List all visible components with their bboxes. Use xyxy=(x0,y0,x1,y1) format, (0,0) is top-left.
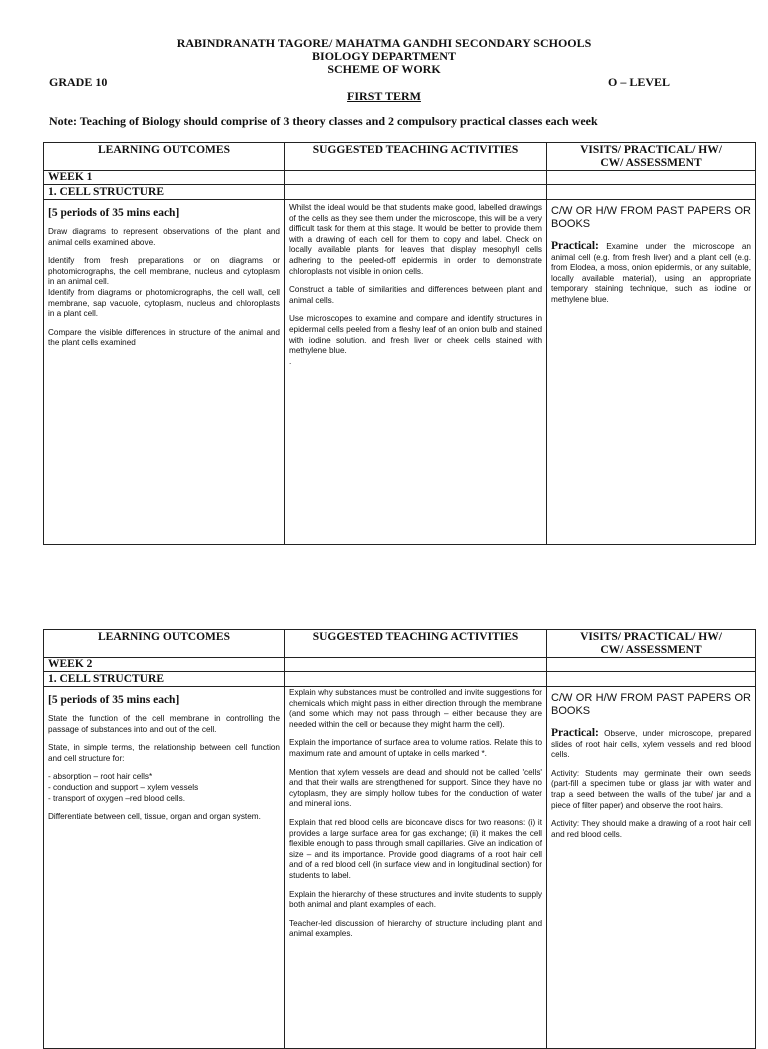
learning-outcomes-cell xyxy=(44,200,285,545)
practical-label: Practical: xyxy=(551,240,599,252)
activity-text: Construct a table of similarities and differences between plant and animal cells. xyxy=(289,285,542,305)
cw-hw-text: C/W OR H/W FROM PAST PAPERS OR BOOKS xyxy=(551,692,751,717)
col-header-activities: SUGGESTED TEACHING ACTIVITIES xyxy=(285,630,547,658)
week-label: WEEK 2 xyxy=(44,658,285,672)
activity-text: Explain the importance of surface area to volume ratios. Relate this to maximum rate and amount of uptake in cells marked *. xyxy=(289,738,542,758)
periods-label: [5 periods of 35 mins each] xyxy=(48,694,180,706)
term-title: FIRST TERM xyxy=(347,89,421,103)
topic-label: 1. CELL STRUCTURE xyxy=(44,672,285,687)
col-header-activities: SUGGESTED TEACHING ACTIVITIES xyxy=(285,143,547,171)
activity-text: Explain why substances must be controlled and invite suggestions for chemicals which might pass in either direction through the membrane (and some which may not pass through – either because they are needed within the cell or because they might harm the cell). xyxy=(289,688,542,729)
cw-hw-text: C/W OR H/W FROM PAST PAPERS OR BOOKS xyxy=(551,205,751,230)
activity-text: Teacher-led discussion of hierarchy of structure including plant and animal examples. xyxy=(289,918,542,939)
col-header-outcomes: LEARNING OUTCOMES xyxy=(44,143,285,171)
teaching-activities-cell xyxy=(285,687,547,1049)
topic-label: 1. CELL STRUCTURE xyxy=(44,185,285,200)
department-name: BIOLOGY DEPARTMENT xyxy=(312,49,456,63)
function-list xyxy=(48,772,280,804)
list-item: - transport of oxygen –red blood cells. xyxy=(48,793,185,803)
school-name: RABINDRANATH TAGORE/ MAHATMA GANDHI SECONDARY SCHOOLS xyxy=(176,36,592,50)
teaching-activities-cell xyxy=(285,200,547,545)
outcome-text: State, in simple terms, the relationship between cell function and cell structure for: xyxy=(48,743,280,763)
teaching-note: Note: Teaching of Biology should comprise of 3 theory classes and 2 compulsory practical classes each week xyxy=(49,114,598,128)
assessment-cell xyxy=(547,200,756,545)
periods-label: [5 periods of 35 mins each] xyxy=(48,207,180,219)
col-header-visits: VISITS/ PRACTICAL/ HW/ CW/ ASSESSMENT xyxy=(547,630,756,658)
activity-note: Activity: Students may germinate their own seeds (part-fill a specimen tube or glass jar with water and trap a seed between the walls of the tube/ jar and a piece of filter paper) and observe the root hairs. xyxy=(551,768,751,810)
outcome-text: Differentiate between cell, tissue, organ and organ system. xyxy=(48,812,261,822)
outcome-text: Compare the visible differences in structure of the animal and the plant cells examined xyxy=(48,327,280,348)
activity-text: Explain the hierarchy of these structures and invite students to supply both animal and plant examples of each. xyxy=(289,889,542,910)
grade-label: GRADE 10 xyxy=(49,75,108,89)
activity-note: Activity: They should make a drawing of a root hair cell and red blood cells. xyxy=(551,819,751,839)
activity-text: . xyxy=(289,356,292,366)
activity-text: Explain that red blood cells are biconcave discs for two reasons: (i) it provides a large surface area for gas exchange; (ii) it makes the cell flexible enough to pass through small capillaries. Give an indication of size – and its importance. Provide good diagrams of a root hair cell and of a red blood cell (in surface view and in longitudinal section) for students to label. xyxy=(289,817,542,880)
level-label: O – LEVEL xyxy=(608,75,671,89)
activity-text: Mention that xylem vessels are dead and should not be called 'cells' and that their walls are strengthened for support. Since they have no cytoplasm, they are simply hollow tubes for the conduction of water and mineral ions. xyxy=(289,767,542,809)
outcome-text: State the function of the cell membrane in controlling the passage of substances into and out of the cell. xyxy=(48,714,280,734)
week-label: WEEK 1 xyxy=(44,171,285,185)
activity-text: Whilst the ideal would be that students make good, labelled drawings of the cells as they see them under the microscope, this will be a very difficult task for them at this stage. It would be better to provide them with a drawing of each cell for them to copy and label. Check on locally available plants for leaves that display mesophyll cells adhering to the peeled-off epidermis in order to demonstrate chloroplasts not visible in onion cells. xyxy=(289,203,542,276)
outcome-text: Identify from diagrams or photomicrographs, the cell wall, cell membrane, sap vacuole, cytoplasm, nucleus and chloroplasts in a plant cell. xyxy=(48,287,280,319)
list-item: - absorption – root hair cells* xyxy=(48,772,153,782)
outcome-text: Identify from fresh preparations or on diagrams or photomicrographs, the cell membrane, nucleus and cytoplasm in an animal cell. xyxy=(48,256,280,287)
practical-label: Practical: xyxy=(551,727,599,739)
col-header-visits: VISITS/ PRACTICAL/ HW/ CW/ ASSESSMENT xyxy=(547,143,756,171)
practical-text: Practical: Examine under the microscope an animal cell (e.g. from fresh liver) and a plant cell (e.g. from Elodea, a moss, onion epidermis, or any suitable, locally available material), using an appropriate temporary staining technique, such as iodine or methylene blue. xyxy=(551,240,751,304)
week2-table xyxy=(43,629,756,1049)
learning-outcomes-cell xyxy=(44,687,285,1049)
assessment-cell xyxy=(547,687,756,1049)
week1-table xyxy=(43,142,756,545)
col-header-outcomes: LEARNING OUTCOMES xyxy=(44,630,285,658)
list-item: - conduction and support – xylem vessels xyxy=(48,782,199,792)
activity-text: Use microscopes to examine and compare and identify structures in epidermal cells peeled from a fleshy leaf of an onion bulb and stained with iodine solution. and fresh liver or cheek cells stained with methylene blue. xyxy=(289,314,542,356)
outcome-text: Draw diagrams to represent observations of the plant and animal cells examined above. xyxy=(48,227,280,247)
document-title: SCHEME OF WORK xyxy=(327,62,441,76)
practical-text: Practical: Observe, under microscope, prepared slides of root hair cells, xylem vessels and red blood cells. xyxy=(551,727,751,760)
